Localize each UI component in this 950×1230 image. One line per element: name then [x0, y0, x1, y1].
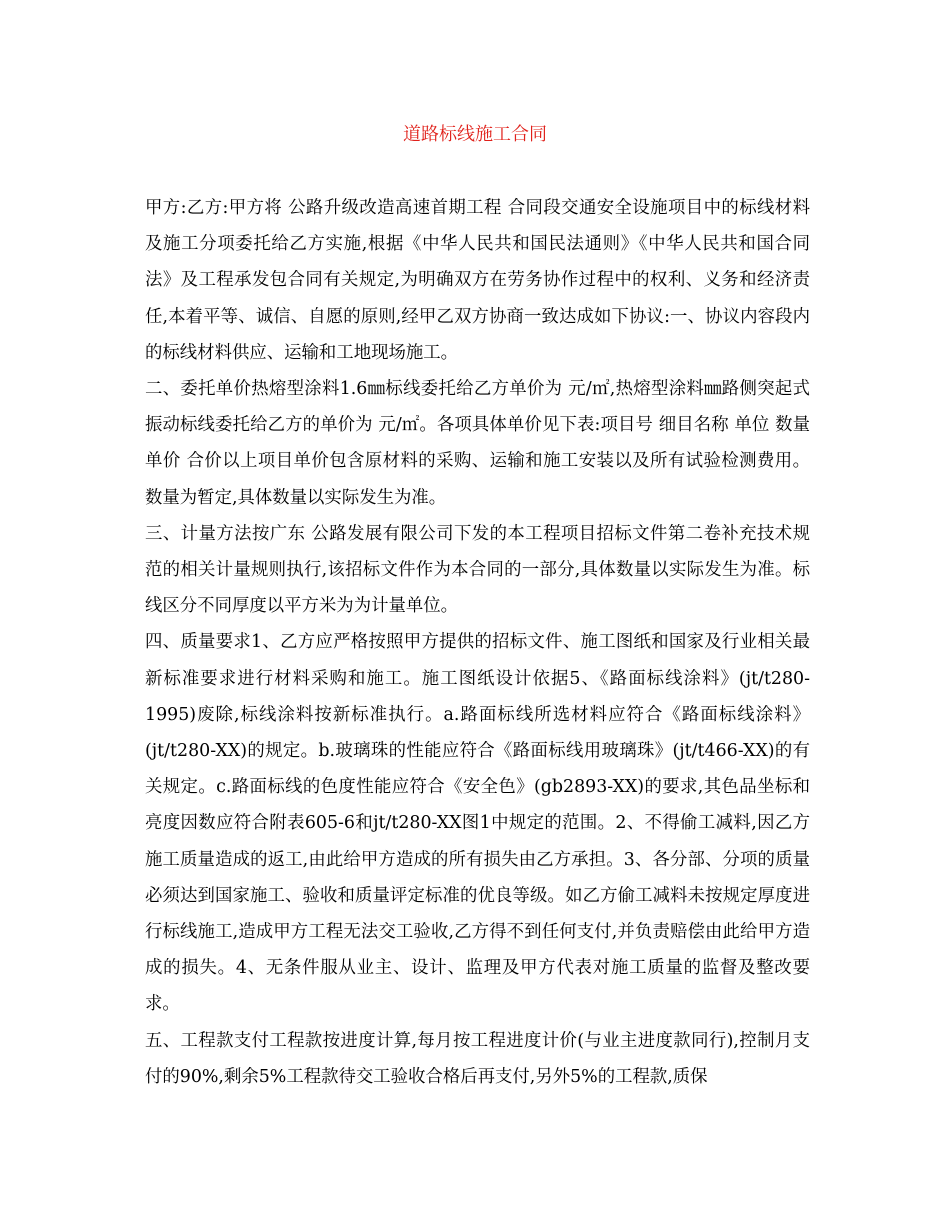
paragraph-preamble: 甲方:乙方:甲方将 公路升级改造高速首期工程 合同段交通安全设施项目中的标线材料及施工分项委托给乙方实施,根据《中华人民共和国民法通则》《中华人民共和国合同法》及工程承发包合同有关规定,为明确双方在劳务协作过程中的权利、义务和经济责任,本着平等、诚信、自愿的原则,经甲乙双方协商一致达成如下协议:一、协议内容段内的标线材料供应、运输和工地现场施工。	[145, 198, 810, 363]
document-title: 道路标线施工合同	[403, 124, 547, 145]
paragraph-payment: 五、工程款支付工程款按进度计算,每月按工程进度计价(与业主进度款同行),控制月支付的90%,剩余5%工程款待交工验收合格后再支付,另外5%的工程款,质保	[145, 1030, 810, 1087]
paragraph-unit-price: 二、委托单价热熔型涂料1.6㎜标线委托给乙方单价为 元/㎡,热熔型涂料㎜路侧突起式振动标线委托给乙方的单价为 元/㎡。各项具体单价见下表:项目号 细目名称 单位 数量 单价 合价以上项目单价包含原材料的采购、运输和施工安装以及所有试验检测费用。数量为暂定,具体数量以实际发生为准。	[145, 379, 810, 508]
paragraph-measurement: 三、计量方法按广东 公路发展有限公司下发的本工程项目招标文件第二卷补充技术规范的相关计量规则执行,该招标文件作为本合同的一部分,具体数量以实际发生为准。标线区分不同厚度以平方米为为计量单位。	[145, 523, 810, 617]
paragraph-quality: 四、质量要求1、乙方应严格按照甲方提供的招标文件、施工图纸和国家及行业相关最新标准要求进行材料采购和施工。施工图纸设计依据5、《路面标线涂料》(jt/t280-1995)废除,标线涂料按新标准执行。a.路面标线所选材料应符合《路面标线涂料》(jt/t280-XX)的规定。b.玻璃珠的性能应符合《路面标线用玻璃珠》(jt/t466-XX)的有关规定。c.路面标线的色度性能应符合《安全色》(gb2893-XX)的要求,其色品坐标和亮度因数应符合附表605-6和jt/t280-XX图1中规定的范围。2、不得偷工减料,因乙方施工质量造成的返工,由此给甲方造成的所有损失由乙方承担。3、各分部、分项的质量必须达到国家施工、验收和质量评定标准的优良等级。如乙方偷工减料未按规定厚度进行标线施工,造成甲方工程无法交工验收,乙方得不到任何支付,并负责赔偿由此给甲方造成的损失。4、无条件服从业主、设计、监理及甲方代表对施工质量的监督及整改要求。	[145, 632, 810, 1015]
document-body	[145, 190, 810, 1095]
